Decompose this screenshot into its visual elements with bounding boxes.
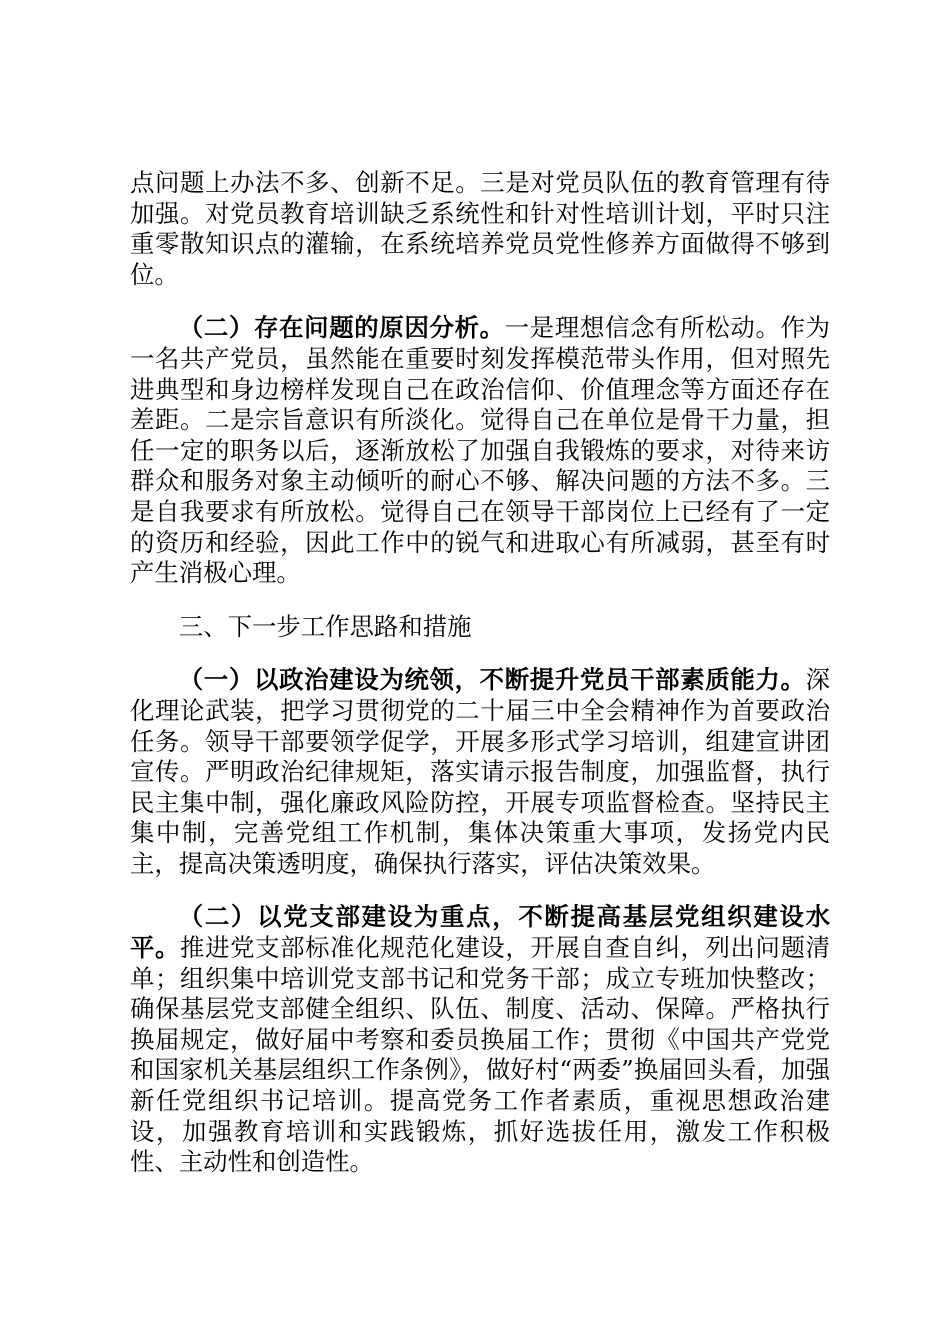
paragraph-continuation (130, 168, 830, 290)
paragraph-lead-heading: （一）以政治建设为统领，不断提升党员干部素质能力。 (178, 665, 806, 695)
paragraph-text: 一是理想信念有所松动。作为一名共产党员，虽然能在重要时刻发挥模范带头作用，但对照先进典型和身边榜样发现自己在政治信仰、价值理念等方面还存在差距。二是宗旨意识有所淡化。觉得自己在单位是骨干力量，担任一定的职务以后，逐渐放松了加强自我锻炼的要求，对待来访群众和服务对象主动倾听的耐心不够、解决问题的方法不多。三是自我要求有所放松。觉得自己在领导干部岗位上已经有了一定的资历和经验，因此工作中的锐气和进取心有所减弱，甚至有时产生消极心理。 (130, 313, 830, 588)
paragraph-political-building (130, 665, 830, 879)
section-heading: 三、下一步工作思路和措施 (178, 611, 472, 641)
paragraph-text: 深化理论武装，把学习贯彻党的二十届三中全会精神作为首要政治任务。领导干部要领学促学，开展多形式学习培训，组建宣讲团宣传。严明政治纪律规矩，落实请示报告制度，加强监督，执行民主集中制，强化廉政风险防控，开展专项监督检查。坚持民主集中制，完善党组工作机制，集体决策重大事项，发扬党内民主，提高决策透明度，确保执行落实，评估决策效果。 (130, 665, 830, 878)
paragraph-branch-building (130, 902, 830, 1177)
paragraph-text: 推进党支部标准化规范化建设，开展自查自纠，列出问题清单；组织集中培训党支部书记和党务干部；成立专班加快整改；确保基层党支部健全组织、队伍、制度、活动、保障。严格执行换届规定，做好届中考察和委员换届工作；贯彻《中国共产党党和国家机关基层组织工作条例》，做好村“两委”换届回头看，加强新任党组织书记培训。提高党务工作者素质，重视思想政治建设，加强教育培训和实践锻炼，抓好选拔任用，激发工作积极性、主动性和创造性。 (130, 933, 830, 1177)
paragraph-lead-heading: （二）以党支部建设为重点，不断提高基层党组织建设水平。 (130, 902, 830, 963)
paragraph-cause-analysis (130, 313, 830, 588)
paragraph-lead-heading: （二）存在问题的原因分析。 (178, 313, 505, 343)
paragraph-text: 点问题上办法不多、创新不足。三是对党员队伍的教育管理有待加强。对党员教育培训缺乏系统性和针对性培训计划，平时只注重零散知识点的灌输，在系统培养党员党性修养方面做得不够到位。 (130, 168, 830, 289)
document-body (130, 168, 830, 1201)
